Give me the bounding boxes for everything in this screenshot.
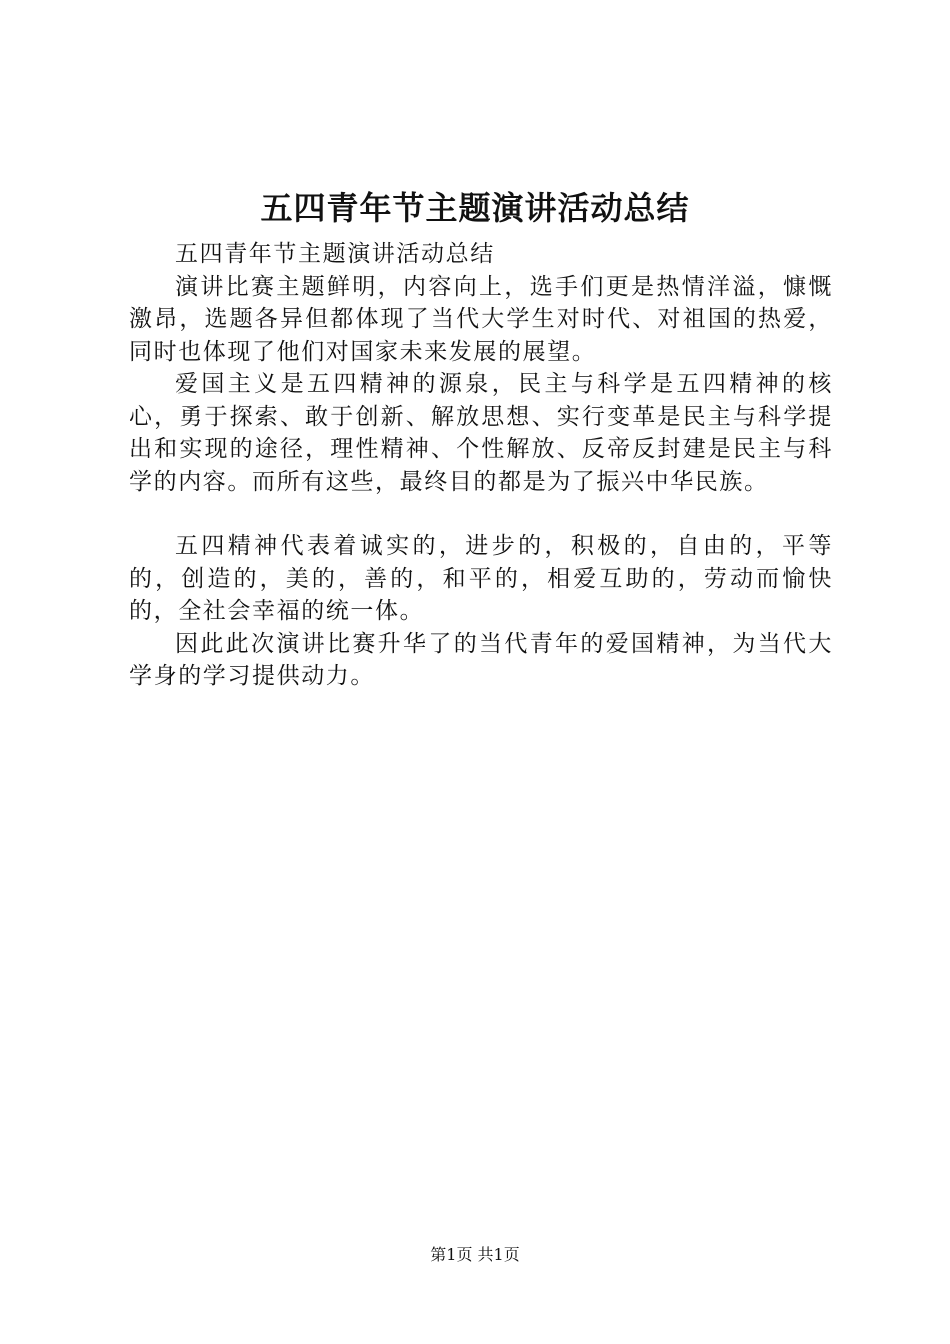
document-body — [129, 238, 833, 693]
paragraph-1: 演讲比赛主题鲜明，内容向上，选手们更是热情洋溢，慷慨激昂，选题各异但都体现了当代大学生对时代、对祖国的热爱，同时也体现了他们对国家未来发展的展望。 — [129, 273, 833, 365]
document-title: 五四青年节主题演讲活动总结 — [260, 189, 690, 227]
paragraph-subtitle: 五四青年节主题演讲活动总结 — [175, 241, 495, 267]
paragraph-2: 爱国主义是五四精神的源泉，民主与科学是五四精神的核心，勇于探索、敢于创新、解放思想、实行变革是民主与科学提出和实现的途径，理性精神、个性解放、反帝反封建是民主与科学的内容。而所有这些，最终目的都是为了振兴中华民族。 — [129, 371, 833, 495]
paragraph-3: 五四精神代表着诚实的，进步的，积极的，自由的，平等的，创造的，美的，善的，和平的，相爱互助的，劳动而愉快的，全社会幸福的统一体。 — [129, 533, 833, 624]
paragraph-4: 因此此次演讲比赛升华了的当代青年的爱国精神，为当代大学身的学习提供动力。 — [129, 630, 833, 689]
page-footer: 第1页 共1页 — [430, 1245, 520, 1264]
